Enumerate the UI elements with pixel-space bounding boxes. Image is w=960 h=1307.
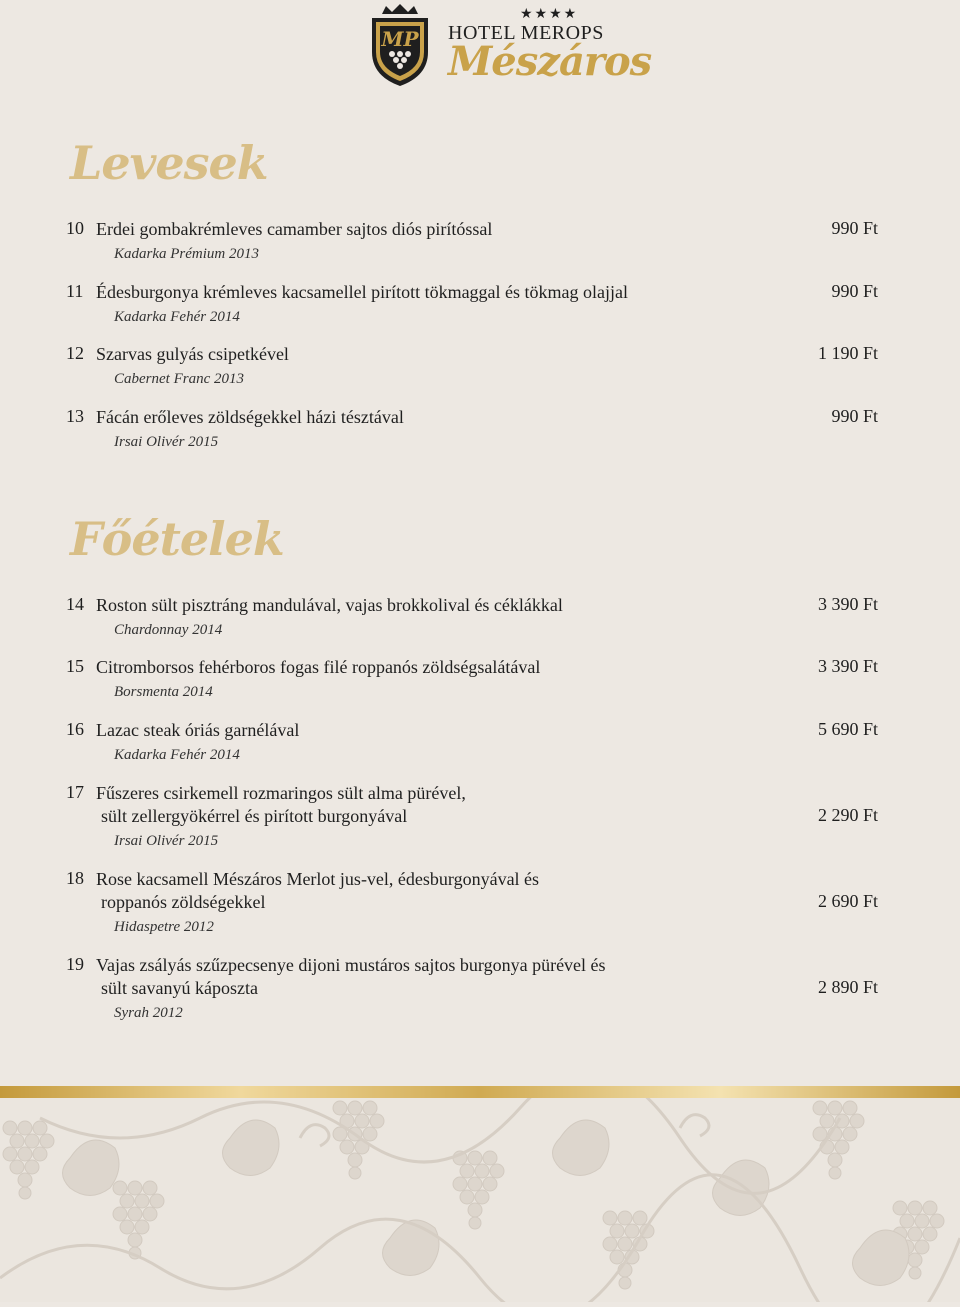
star-rating: ★★★★: [520, 6, 579, 22]
menu-item: [66, 656, 878, 702]
item-name: Roston sült pisztráng mandulával, vajas brokkolival és céklákkal: [96, 595, 563, 615]
item-name: Fácán erőleves zöldségekkel házi tésztával: [96, 407, 404, 427]
hotel-logo: [360, 4, 652, 88]
item-price: 3 390 Ft: [817, 594, 878, 614]
item-number: 10: [66, 218, 84, 238]
menu-item: [66, 406, 878, 452]
item-name: Erdei gombakrémleves camamber sajtos diós pirítóssal: [96, 219, 493, 239]
wine-pairing: Irsai Olivér 2015: [114, 434, 219, 450]
hotel-name: HOTEL MEROPS: [448, 22, 604, 44]
grape-pattern-icon: [0, 1098, 960, 1302]
item-price: 2 690 Ft: [817, 891, 878, 911]
wine-pairing: Hidaspetre 2012: [114, 919, 214, 935]
item-number: 19: [66, 954, 84, 974]
wine-pairing: Syrah 2012: [114, 1005, 183, 1021]
item-number: 15: [66, 656, 84, 676]
gold-divider: [0, 1086, 960, 1098]
item-name: Citromborsos fehérboros fogas filé roppanós zöldségsalátával: [96, 657, 541, 677]
section-title-foetelek: Főételek: [70, 512, 284, 566]
menu-item: [66, 782, 878, 852]
item-number: 18: [66, 868, 84, 888]
menu-item: [66, 218, 878, 264]
wine-pairing: Irsai Olivér 2015: [114, 833, 219, 849]
crest-icon: [360, 4, 440, 88]
item-price: 1 190 Ft: [817, 343, 878, 363]
grape-vine-pattern: [0, 1098, 960, 1302]
item-number: 11: [66, 281, 84, 301]
wine-pairing: Kadarka Prémium 2013: [114, 246, 259, 262]
item-number: 17: [66, 782, 84, 802]
menu-item: [66, 281, 878, 327]
item-name: Vajas zsályás szűzpecsenye dijoni mustáros sajtos burgonya pürével és sült savanyú káposzta: [96, 955, 606, 998]
item-name: Rose kacsamell Mészáros Merlot jus-vel, édesburgonyával és roppanós zöldségekkel: [96, 869, 540, 912]
menu-item: [66, 954, 878, 1024]
wine-pairing: Kadarka Fehér 2014: [114, 747, 240, 763]
item-price: 990 Ft: [831, 406, 878, 426]
item-number: 16: [66, 719, 84, 739]
item-price: 990 Ft: [831, 218, 878, 238]
item-number: 13: [66, 406, 84, 426]
menu-item: [66, 719, 878, 765]
item-price: 2 290 Ft: [817, 805, 878, 825]
item-price: 2 890 Ft: [817, 977, 878, 997]
wine-pairing: Borsmenta 2014: [114, 684, 213, 700]
menu-item: [66, 343, 878, 389]
monogram-text: MP: [381, 27, 419, 51]
item-price: 990 Ft: [831, 281, 878, 301]
menu-item: [66, 594, 878, 640]
item-name: Szarvas gulyás csipetkével: [96, 344, 289, 364]
item-price: 3 390 Ft: [817, 656, 878, 676]
item-name: Lazac steak óriás garnélával: [96, 720, 300, 740]
wine-pairing: Cabernet Franc 2013: [114, 371, 244, 387]
item-name: Édesburgonya krémleves kacsamellel pirított tökmaggal és tökmag olajjal: [96, 282, 629, 302]
item-number: 12: [66, 343, 84, 363]
wine-pairing: Chardonnay 2014: [114, 622, 223, 638]
section-title-levesek: Levesek: [70, 136, 268, 190]
hotel-script-name: Mészáros: [448, 38, 652, 85]
item-price: 5 690 Ft: [817, 719, 878, 739]
item-number: 14: [66, 594, 84, 614]
wine-pairing: Kadarka Fehér 2014: [114, 309, 240, 325]
item-name: Fűszeres csirkemell rozmaringos sült alma pürével, sült zellergyökérrel és pirított burgonyával: [96, 783, 466, 826]
menu-item: [66, 868, 878, 938]
